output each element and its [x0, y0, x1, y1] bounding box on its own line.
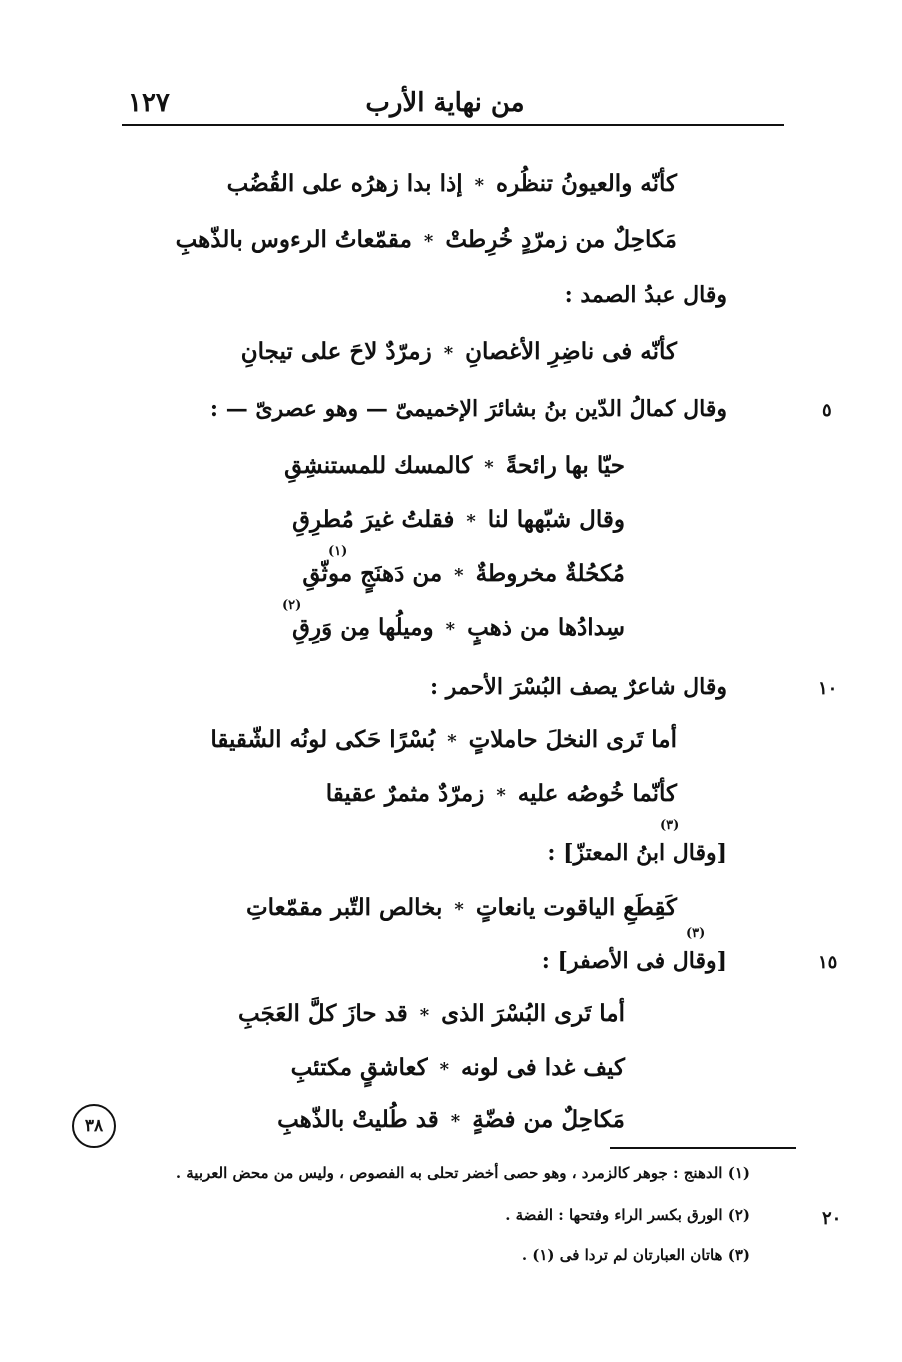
second-hemistich: زمرّدٌ مثمرٌ عقيقا [325, 780, 485, 807]
verse-separator: * [423, 231, 434, 252]
poet-intro: [وقال ابنُ المعتزّ] : [547, 840, 727, 866]
second-hemistich: كعاشقٍ مكتئبِ [290, 1054, 428, 1081]
verse-line [176, 226, 677, 253]
footnote-reference: (١) [328, 544, 348, 559]
verse-line [292, 614, 625, 641]
first-hemistich: مَكاحِلٌ من فضّةٍ [472, 1106, 625, 1133]
verse-line [246, 894, 677, 921]
first-hemistich: كأنّه والعيونُ تنظُره [496, 170, 677, 197]
poet-intro: [وقال فى الأصفر] : [541, 948, 727, 974]
verse-separator: * [445, 619, 456, 640]
line-number-marker: ١٥ [818, 952, 838, 973]
line-number-marker: ٥ [822, 400, 832, 421]
first-hemistich: مُكحُلةٌ مخروطةٌ [475, 560, 625, 587]
verse-separator: * [439, 1059, 449, 1080]
first-hemistich: كَقِطَعِ الياقوت يانعاتٍ [475, 894, 677, 921]
line-number-marker: ١٠ [818, 678, 838, 699]
footnote-reference: (٢) [282, 598, 302, 613]
second-hemistich: بخالص التّبر مقمّعاتِ [245, 894, 443, 921]
first-hemistich: مَكاحِلٌ من زمرّدٍ خُرِطتْ [445, 226, 677, 253]
first-hemistich: أما تَرى البُسْرَ الذى [441, 1000, 625, 1027]
header-rule [122, 124, 784, 126]
verse-line [284, 452, 625, 479]
verse-line [277, 1106, 625, 1133]
footnote-text: الدهنج : جوهر كالزمرد ، وهو حصى أخضر تحلى به الفصوص ، وليس من محض العربية . [175, 1164, 723, 1182]
first-hemistich: وقال شبّهها لنا [487, 506, 625, 533]
footnote-number: (٢) [727, 1206, 750, 1224]
verse-line [227, 170, 677, 197]
second-hemistich: قد طُليتْ بالذّهبِ [277, 1106, 439, 1133]
verse-separator: * [447, 731, 457, 752]
footnote-text: الورق بكسر الراء وفتحها : الفضة . [505, 1206, 723, 1224]
first-hemistich: سِدادُها من ذهبٍ [467, 614, 625, 641]
line-number-marker: ٢٠ [822, 1208, 842, 1229]
second-hemistich: وميلُها مِن وَرِقِ [292, 614, 434, 641]
second-hemistich: إذا بدا زهرُه على القُضُب [226, 170, 463, 197]
footnote [522, 1246, 750, 1264]
verse-line [326, 780, 677, 807]
page-number: ١٢٧ [128, 88, 170, 118]
verse-separator: * [419, 1005, 430, 1026]
second-hemistich: بُسْرًا حَكى لونُه الشّقيقا [210, 726, 436, 753]
footnote-reference: (٣) [686, 926, 706, 941]
verse-separator: * [484, 457, 494, 478]
verse-line [238, 1000, 625, 1027]
second-hemistich: مقمّعاتُ الرءوس بالذّهبِ [175, 226, 412, 253]
second-hemistich: قد حازَ كلَّ العَجَبِ [238, 1000, 408, 1027]
first-hemistich: كأنّه فى ناضِرِ الأغصانِ [465, 338, 677, 365]
verse-separator: * [443, 343, 454, 364]
footnote-number: (١) [727, 1164, 750, 1182]
verse-line [210, 726, 677, 753]
poet-intro: وقال عبدُ الصمد : [564, 282, 727, 308]
footnote [505, 1206, 750, 1224]
footnote-rule [610, 1147, 796, 1149]
poet-intro: وقال شاعرٌ يصف البُسْرَ الأحمر : [430, 674, 727, 700]
poet-intro: وقال كمالُ الدّين بنُ بشائرَ الإخميمىّ — وهو عصرىّ — : [209, 396, 727, 422]
verse-separator: * [496, 785, 506, 806]
verse-separator: * [474, 175, 485, 196]
footnote [176, 1164, 750, 1182]
verse-line [291, 1054, 625, 1081]
first-hemistich: كيف غدا فى لونه [461, 1054, 625, 1081]
library-stamp: ٣٨ [72, 1104, 116, 1148]
second-hemistich: كالمسك للمستنشِقِ [284, 452, 473, 479]
footnote-text: هاتان العبارتان لم تردا فى (١) . [521, 1246, 723, 1264]
first-hemistich: كأنّما خُوصُه عليه [517, 780, 677, 807]
verse-separator: * [466, 511, 476, 532]
verse-separator: * [454, 899, 464, 920]
verse-line [292, 506, 625, 533]
verse-separator: * [454, 565, 464, 586]
first-hemistich: أما تَرى النخلَ حاملاتٍ [468, 726, 677, 753]
second-hemistich: زمرّدٌ لاحَ على تيجانِ [240, 338, 432, 365]
footnote-reference: (٣) [660, 818, 680, 833]
verse-separator: * [450, 1111, 461, 1132]
second-hemistich: فقلتُ غيرَ مُطرِقِ [292, 506, 455, 533]
verse-line [241, 338, 677, 365]
footnote-number: (٣) [727, 1246, 750, 1264]
first-hemistich: حيّا بها رائحةً [505, 452, 625, 479]
second-hemistich: من دَهنَجٍ موثّقِ [302, 560, 443, 587]
running-title: من نهاية الأرب [365, 88, 525, 118]
verse-line [302, 560, 625, 587]
